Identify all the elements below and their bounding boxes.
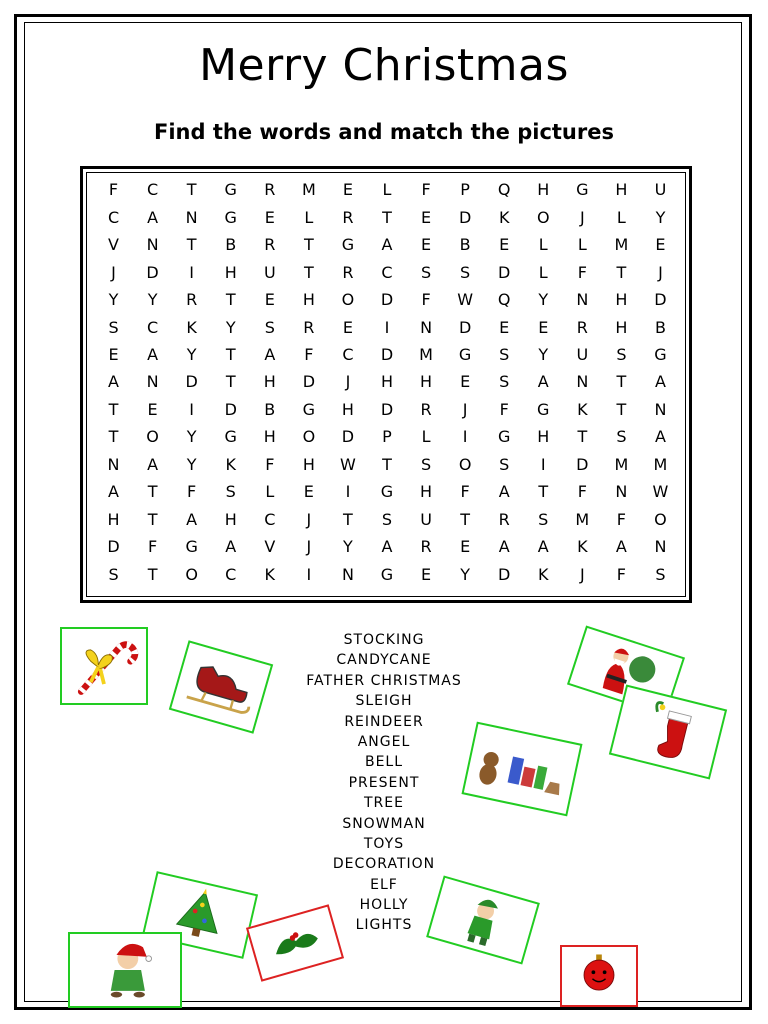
grid-letter: R xyxy=(420,399,432,419)
grid-letter: G xyxy=(302,399,316,419)
grid-letter: T xyxy=(538,482,549,502)
grid-letter: H xyxy=(615,317,628,337)
grid-letter: F xyxy=(265,454,275,474)
grid-letter: R xyxy=(420,537,432,557)
grid-letter: Y xyxy=(225,317,236,337)
grid-letter: T xyxy=(147,509,158,529)
grid-letter: K xyxy=(538,564,549,584)
grid-letter: N xyxy=(420,317,433,337)
grid-letter: A xyxy=(615,537,627,557)
grid-letter: H xyxy=(615,290,628,310)
grid-letter: F xyxy=(304,345,314,365)
grid-letter: V xyxy=(108,235,119,255)
grid-letter: F xyxy=(616,564,626,584)
grid-letter: S xyxy=(616,345,627,365)
grid-letter: G xyxy=(185,537,198,557)
grid-letter: E xyxy=(147,399,158,419)
grid-letter: E xyxy=(264,290,275,310)
grid-letter: T xyxy=(108,427,119,447)
grid-letter: N xyxy=(576,372,589,392)
word-list-item: SNOWMAN xyxy=(342,815,426,832)
grid-letter: R xyxy=(303,317,315,337)
grid-letter: J xyxy=(462,399,468,419)
grid-letter: F xyxy=(108,180,119,200)
grid-letter: U xyxy=(576,345,589,365)
grid-letter: T xyxy=(343,509,353,529)
grid-letter: T xyxy=(382,207,392,227)
grid-letter: T xyxy=(616,399,627,419)
grid-letter: N xyxy=(654,537,667,557)
grid-letter: E xyxy=(538,317,549,337)
grid-letter: A xyxy=(186,509,198,529)
grid-letter: L xyxy=(421,427,431,447)
grid-letter: G xyxy=(341,235,355,255)
grid-letter: H xyxy=(537,180,550,200)
grid-letter: J xyxy=(111,262,116,282)
grid-letter: E xyxy=(264,207,275,227)
grid-letter: E xyxy=(499,235,510,255)
grid-letter: A xyxy=(381,235,393,255)
grid-letter: A xyxy=(264,345,276,365)
grid-letter: O xyxy=(185,564,198,584)
word-list-item: HOLLY xyxy=(359,897,409,914)
grid-letter: C xyxy=(264,509,276,529)
grid-letter: S xyxy=(381,509,393,529)
grid-letter: I xyxy=(306,564,312,584)
word-list-item: FATHER CHRISTMAS xyxy=(306,672,462,689)
grid-letter: N xyxy=(341,564,354,584)
grid-letter: C xyxy=(147,180,159,200)
grid-letter: J xyxy=(579,564,585,584)
grid-letter: R xyxy=(264,235,276,255)
grid-letter: H xyxy=(302,290,315,310)
grid-letter: I xyxy=(384,317,390,337)
grid-letter: A xyxy=(147,207,159,227)
grid-letter: D xyxy=(654,290,667,310)
grid-letter: D xyxy=(380,345,394,365)
grid-letter: S xyxy=(538,509,549,529)
word-search-grid xyxy=(94,176,680,588)
grid-letter: P xyxy=(382,427,392,447)
grid-letter: A xyxy=(147,345,159,365)
grid-letter: D xyxy=(302,372,316,392)
grid-letter: T xyxy=(382,454,392,474)
grid-letter: A xyxy=(498,482,510,502)
word-list-item: TREE xyxy=(364,795,404,812)
grid-letter: K xyxy=(498,207,510,227)
grid-letter: D xyxy=(341,427,355,447)
elf-sitting-icon xyxy=(70,934,180,1006)
grid-letter: T xyxy=(225,290,236,310)
grid-letter: Y xyxy=(655,207,666,227)
grid-letter: S xyxy=(264,317,275,337)
grid-letter: G xyxy=(224,207,237,227)
grid-letter: I xyxy=(345,482,351,502)
grid-letter: H xyxy=(341,399,354,419)
grid-letter: T xyxy=(577,427,588,447)
card-toy-maker xyxy=(68,932,182,1008)
grid-letter: C xyxy=(225,564,237,584)
grid-letter: E xyxy=(342,317,353,337)
grid-letter: H xyxy=(380,372,393,392)
page-subtitle: Find the words and match the pictures xyxy=(154,120,614,144)
grid-letter: T xyxy=(147,482,158,502)
grid-letter: A xyxy=(654,427,666,447)
word-list-item: REINDEER xyxy=(344,713,424,730)
grid-letter: G xyxy=(224,180,237,200)
grid-letter: S xyxy=(108,317,119,337)
grid-letter: L xyxy=(304,207,314,227)
grid-letter: E xyxy=(499,317,510,337)
grid-letter: Y xyxy=(538,345,549,365)
grid-letter: I xyxy=(462,427,468,447)
grid-letter: S xyxy=(499,345,510,365)
grid-letter: N xyxy=(146,235,159,255)
grid-letter: E xyxy=(303,482,314,502)
grid-letter: K xyxy=(264,564,276,584)
card-decoration xyxy=(560,945,638,1007)
grid-letter: N xyxy=(654,399,667,419)
word-list-item: BELL xyxy=(364,754,404,771)
grid-letter: C xyxy=(107,207,120,227)
grid-letter: S xyxy=(616,427,627,447)
grid-letter: K xyxy=(225,454,236,474)
word-list-item: DECORATION xyxy=(332,856,436,873)
grid-letter: W xyxy=(340,454,356,474)
grid-letter: E xyxy=(460,372,471,392)
grid-letter: D xyxy=(576,454,589,474)
grid-letter: F xyxy=(499,399,509,419)
card-candycane xyxy=(60,627,148,705)
grid-letter: B xyxy=(264,399,276,419)
grid-letter: D xyxy=(458,207,472,227)
grid-letter: G xyxy=(654,345,667,365)
grid-letter: M xyxy=(419,345,433,365)
grid-letter: C xyxy=(147,317,159,337)
grid-letter: F xyxy=(421,180,431,200)
grid-letter: U xyxy=(263,262,276,282)
grid-letter: S xyxy=(655,564,666,584)
grid-letter: B xyxy=(654,317,666,337)
grid-letter: R xyxy=(342,262,354,282)
word-list-item: SLEIGH xyxy=(355,693,413,710)
page-title: Merry Christmas xyxy=(199,40,569,91)
grid-letter: Y xyxy=(538,290,549,310)
grid-letter: Q xyxy=(497,180,511,200)
grid-letter: O xyxy=(341,290,355,310)
grid-letter: M xyxy=(614,235,629,255)
word-list-item: ELF xyxy=(370,876,398,893)
grid-letter: B xyxy=(459,235,471,255)
grid-letter: D xyxy=(380,399,394,419)
candy-cane-icon xyxy=(62,629,146,703)
grid-letter: G xyxy=(576,180,589,200)
word-list-item: ANGEL xyxy=(357,733,411,750)
grid-letter: H xyxy=(263,372,276,392)
grid-letter: F xyxy=(577,262,587,282)
grid-letter: L xyxy=(382,180,392,200)
grid-letter: H xyxy=(224,262,237,282)
grid-letter: F xyxy=(147,537,158,557)
grid-letter: G xyxy=(458,345,472,365)
grid-letter: Y xyxy=(343,537,353,557)
grid-letter: T xyxy=(303,262,314,282)
grid-letter: I xyxy=(189,399,195,419)
grid-letter: U xyxy=(654,180,667,200)
grid-letter: K xyxy=(577,399,588,419)
grid-letter: F xyxy=(460,482,470,502)
grid-letter: O xyxy=(536,207,550,227)
word-list-item: TOYS xyxy=(363,835,405,852)
grid-letter: F xyxy=(616,509,626,529)
grid-letter: A xyxy=(147,454,159,474)
grid-letter: D xyxy=(498,262,511,282)
grid-letter: W xyxy=(457,290,474,310)
grid-letter: O xyxy=(458,454,472,474)
grid-letter: M xyxy=(614,454,629,474)
grid-letter: E xyxy=(655,235,666,255)
grid-letter: H xyxy=(107,509,120,529)
grid-letter: N xyxy=(615,482,628,502)
grid-letter: S xyxy=(460,262,471,282)
grid-letter: D xyxy=(458,317,472,337)
grid-letter: S xyxy=(420,454,432,474)
grid-letter: M xyxy=(301,180,316,200)
grid-letter: G xyxy=(537,399,550,419)
grid-letter: M xyxy=(575,509,590,529)
grid-letter: A xyxy=(108,372,119,392)
grid-letter: I xyxy=(189,262,195,282)
grid-letter: Y xyxy=(108,290,119,310)
grid-letter: P xyxy=(460,180,470,200)
grid-letter: A xyxy=(225,537,237,557)
grid-letter: K xyxy=(186,317,197,337)
grid-letter: I xyxy=(540,454,546,474)
grid-letter: O xyxy=(654,509,667,529)
grid-letter: D xyxy=(107,537,120,557)
grid-letter: R xyxy=(576,317,588,337)
grid-letter: R xyxy=(342,207,354,227)
grid-letter: J xyxy=(579,207,585,227)
grid-letter: R xyxy=(498,509,510,529)
grid-letter: G xyxy=(497,427,511,447)
grid-letter: A xyxy=(498,537,510,557)
grid-letter: T xyxy=(225,372,236,392)
grid-letter: S xyxy=(108,564,119,584)
grid-letter: F xyxy=(577,482,587,502)
grid-letter: N xyxy=(146,372,159,392)
grid-letter: F xyxy=(187,482,197,502)
grid-letter: A xyxy=(537,537,549,557)
grid-letter: E xyxy=(460,537,471,557)
grid-letter: L xyxy=(577,235,587,255)
grid-letter: H xyxy=(537,427,550,447)
grid-letter: Y xyxy=(186,427,197,447)
grid-letter: T xyxy=(147,564,158,584)
grid-letter: B xyxy=(225,235,237,255)
grid-letter: H xyxy=(224,509,237,529)
grid-letter: S xyxy=(499,372,510,392)
grid-letter: S xyxy=(499,454,510,474)
grid-letter: F xyxy=(421,290,431,310)
grid-letter: T xyxy=(460,509,471,529)
grid-letter: N xyxy=(576,290,589,310)
grid-letter: A xyxy=(654,372,666,392)
word-list-item: STOCKING xyxy=(343,632,425,648)
grid-letter: Q xyxy=(497,290,511,310)
grid-letter: T xyxy=(303,235,314,255)
grid-letter: H xyxy=(420,372,433,392)
grid-letter: L xyxy=(538,235,548,255)
grid-letter: T xyxy=(225,345,236,365)
grid-letter: T xyxy=(186,180,197,200)
grid-letter: H xyxy=(263,427,276,447)
grid-letter: O xyxy=(146,427,159,447)
word-list-item: PRESENT xyxy=(348,774,420,791)
grid-letter: Y xyxy=(147,290,158,310)
grid-letter: T xyxy=(616,372,627,392)
grid-letter: D xyxy=(498,564,511,584)
grid-letter: N xyxy=(185,207,198,227)
grid-letter: D xyxy=(146,262,159,282)
grid-letter: L xyxy=(265,482,275,502)
word-list-item: CANDYCANE xyxy=(336,652,432,669)
grid-letter: E xyxy=(421,207,432,227)
grid-letter: R xyxy=(186,290,198,310)
word-list-item: LIGHTS xyxy=(355,917,413,934)
grid-letter: Y xyxy=(460,564,471,584)
grid-letter: Y xyxy=(186,345,197,365)
grid-letter: G xyxy=(380,482,394,502)
grid-letter: H xyxy=(302,454,315,474)
grid-letter: T xyxy=(108,399,119,419)
grid-letter: Y xyxy=(186,454,197,474)
grid-letter: H xyxy=(615,180,628,200)
grid-letter: W xyxy=(652,482,669,502)
grid-letter: N xyxy=(107,454,120,474)
grid-letter: U xyxy=(420,509,432,529)
grid-letter: D xyxy=(380,290,394,310)
grid-letter: T xyxy=(186,235,197,255)
grid-letter: L xyxy=(616,207,626,227)
grid-letter: G xyxy=(380,564,394,584)
grid-letter: E xyxy=(421,235,432,255)
grid-letter: E xyxy=(342,180,353,200)
grid-letter: M xyxy=(653,454,668,474)
grid-letter: J xyxy=(658,262,663,282)
grid-letter: A xyxy=(537,372,549,392)
grid-letter: O xyxy=(302,427,316,447)
grid-letter: S xyxy=(420,262,432,282)
grid-letter: C xyxy=(342,345,354,365)
grid-letter: J xyxy=(345,372,351,392)
grid-letter: R xyxy=(264,180,276,200)
grid-letter: D xyxy=(185,372,198,392)
grid-letter: E xyxy=(108,345,119,365)
grid-letter: J xyxy=(306,537,312,557)
grid-letter: K xyxy=(577,537,588,557)
grid-letter: V xyxy=(264,537,276,557)
grid-letter: E xyxy=(421,564,432,584)
grid-letter: A xyxy=(381,537,393,557)
grid-letter: T xyxy=(616,262,627,282)
grid-letter: G xyxy=(224,427,237,447)
grid-letter: J xyxy=(306,509,312,529)
grid-letter: H xyxy=(420,482,433,502)
grid-letter: D xyxy=(224,399,237,419)
grid-letter: L xyxy=(538,262,548,282)
grid-letter: C xyxy=(381,262,393,282)
grid-letter: A xyxy=(108,482,119,502)
grid-letter: S xyxy=(225,482,236,502)
bauble-icon xyxy=(562,947,636,1005)
